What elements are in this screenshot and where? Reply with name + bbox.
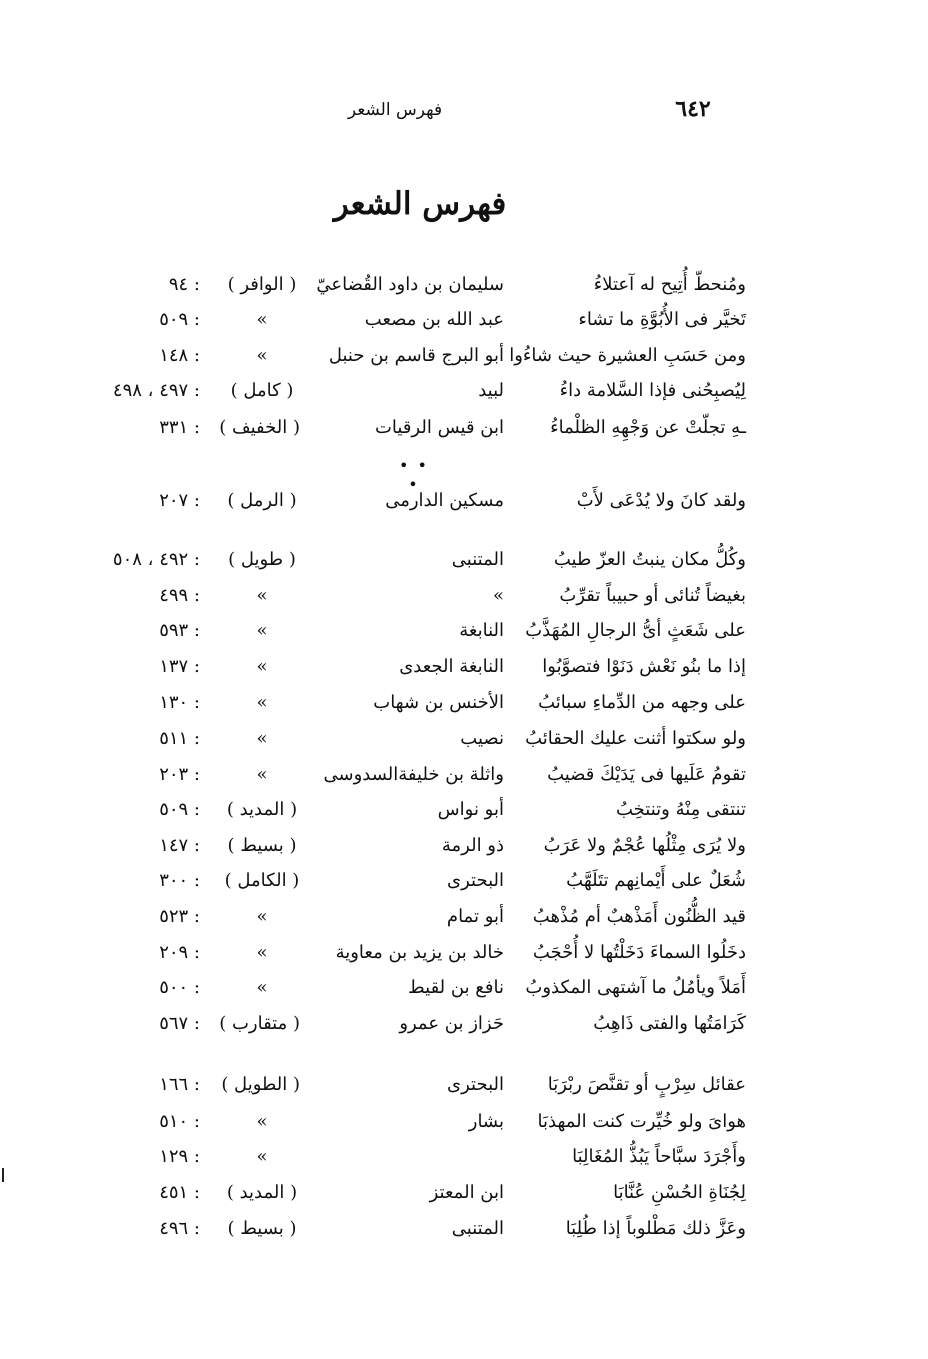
- page-refs: : ١٦٦: [159, 1074, 200, 1095]
- verse-text: وأَجْرَدَ سبَّاحاً يَبُذُّ المُغَالِبَا: [572, 1146, 746, 1167]
- index-row: [0, 1107, 928, 1143]
- running-title: فهرس الشعر: [347, 100, 443, 120]
- index-row: [0, 581, 928, 617]
- verse-text: وكُلُّ مكان ينبتُ العزّ طيبُ: [553, 549, 746, 570]
- verse-text: لِيُصبِحُنى فإذا السَّلامة داءُ: [559, 380, 746, 401]
- index-row: [0, 938, 928, 974]
- index-row: [0, 545, 928, 581]
- verse-text: ولو سكتوا أثنت عليك الحقائبُ: [525, 728, 746, 749]
- section-separator: • • •: [399, 456, 429, 494]
- poet-name: نافع بن لقيط: [408, 977, 504, 998]
- page-refs: : ١٣٠: [159, 692, 200, 713]
- meter-name: »: [256, 585, 268, 606]
- page-refs: : ١٤٨: [159, 345, 200, 366]
- poet-name: أبو البرج قاسم بن حنبل: [328, 345, 504, 366]
- poet-name: عبد الله بن مصعب: [364, 309, 504, 330]
- page-refs: : ٩٤: [168, 274, 200, 295]
- index-row: [0, 341, 928, 377]
- verse-text: تنتقى مِنْهُ وتنتخِبُ: [615, 799, 746, 820]
- page-refs: : ٤٩٦: [159, 1218, 200, 1239]
- meter-name: ( متقارب ): [219, 1013, 300, 1034]
- index-row: [0, 1142, 928, 1178]
- meter-name: »: [256, 309, 268, 330]
- index-row: [0, 413, 928, 449]
- poet-name: سليمان بن داود القُضاعيّ: [316, 274, 504, 295]
- poet-name: ابن قيس الرقيات: [374, 417, 504, 438]
- page-refs: : ٥٠٩: [159, 309, 200, 330]
- verse-text: دخَلُوا السماءَ دَخَلْتُها لا أُحْجَبُ: [532, 942, 746, 963]
- meter-name: »: [256, 345, 268, 366]
- index-row: [0, 1214, 928, 1250]
- index-row: [0, 795, 928, 831]
- verse-text: إذا ما بنُو نَعْش دَنَوْا فتصوَّبُوا: [542, 656, 746, 677]
- page-refs: : ٤٥١: [159, 1182, 200, 1203]
- verse-text: ولقد كانَ ولا يُدْعَى لأَبْ: [576, 490, 746, 511]
- meter-name: »: [256, 977, 268, 998]
- index-row: [0, 486, 928, 522]
- verse-text: تَخيَّر فى الأُبُوَّةِ ما تشاء: [578, 309, 746, 330]
- verse-text: هواىَ ولو خُيِّرت كنت المهذبَا: [537, 1111, 746, 1132]
- index-row: [0, 831, 928, 867]
- poet-name: أبو تمام: [446, 906, 504, 927]
- index-row: [0, 724, 928, 760]
- meter-name: ( الرمل ): [227, 490, 297, 511]
- meter-name: »: [256, 620, 268, 641]
- meter-name: ( بسيط ): [227, 835, 297, 856]
- verse-text: كَرَامَتُها والفتى ذَاهِبُ: [593, 1013, 746, 1034]
- index-row: [0, 866, 928, 902]
- verse-text: عقائل سِرْبٍ أو تقنَّصَ ربْرَبَا: [547, 1074, 746, 1095]
- page-refs: : ٤٩٩: [159, 585, 200, 606]
- poet-name: مسكين الدارمى: [385, 490, 504, 511]
- poet-name: بشار: [468, 1111, 504, 1132]
- poet-name: حَزاز بن عمرو: [399, 1013, 504, 1034]
- poet-name: لبيد: [478, 380, 504, 401]
- meter-name: »: [256, 656, 268, 677]
- verse-text: لِجُنَاةِ الحُسْنِ عُنَّابَا: [613, 1182, 746, 1203]
- meter-name: ( الوافر ): [227, 274, 297, 295]
- page-refs: : ١٣٧: [159, 656, 200, 677]
- index-row: [0, 688, 928, 724]
- meter-name: »: [256, 728, 268, 749]
- poet-name: »: [492, 585, 504, 606]
- page-refs: : ٥٩٣: [159, 620, 200, 641]
- meter-name: ( المديد ): [226, 799, 298, 820]
- poet-name: البحترى: [447, 870, 504, 891]
- poet-name: الأخنس بن شهاب: [373, 692, 504, 713]
- page-refs: : ٥٠٩: [159, 799, 200, 820]
- page-refs: : ٤٩٧ ، ٤٩٨: [112, 380, 200, 401]
- index-row: [0, 270, 928, 306]
- verse-text: على شَعَثٍ أىُّ الرجالِ المُهَذَّبُ: [525, 620, 746, 641]
- meter-name: »: [256, 764, 268, 785]
- index-row: [0, 1009, 928, 1045]
- page-refs: : ١٤٧: [159, 835, 200, 856]
- index-row: [0, 973, 928, 1009]
- meter-name: »: [256, 1111, 268, 1132]
- page-refs: : ٥١٠: [159, 1111, 200, 1132]
- index-row: [0, 902, 928, 938]
- margin-mark: [2, 1168, 4, 1182]
- meter-name: »: [256, 692, 268, 713]
- page-refs: : ١٢٩: [159, 1146, 200, 1167]
- poet-name: البحترى: [447, 1074, 504, 1095]
- poet-name: واثلة بن خليفةالسدوسى: [323, 764, 504, 785]
- page-heading: فهرس الشعر: [333, 186, 507, 222]
- page-refs: : ٣٠٠: [159, 870, 200, 891]
- poet-name: نصيب: [460, 728, 504, 749]
- index-row: [0, 1070, 928, 1106]
- page-refs: : ٢٠٧: [159, 490, 200, 511]
- meter-name: ( بسيط ): [227, 1218, 297, 1239]
- index-row: [0, 760, 928, 796]
- page-refs: : ٢٠٣: [159, 764, 200, 785]
- page-number: ٦٤٢: [675, 96, 711, 122]
- meter-name: »: [256, 906, 268, 927]
- index-row: [0, 652, 928, 688]
- verse-text: أَمَلاً ويأمُلُ ما آشتهى المكذوبُ: [525, 977, 746, 998]
- verse-text: بغيضاً تُنائى أو حبيباً تقرِّبُ: [559, 585, 746, 606]
- poet-name: المتنبى: [451, 549, 504, 570]
- poet-name: ابن المعتز: [429, 1182, 504, 1203]
- poet-name: خالد بن يزيد بن معاوية: [335, 942, 504, 963]
- poet-name: النابغة: [459, 620, 504, 641]
- verse-text: ولا يُرَى مِثْلُها عُجْمٌ ولا عَرَبُ: [543, 835, 746, 856]
- poet-name: النابغة الجعدى: [399, 656, 504, 677]
- index-row: [0, 376, 928, 412]
- index-row: [0, 1178, 928, 1214]
- page-refs: : ٥٦٧: [159, 1013, 200, 1034]
- meter-name: ( المديد ): [226, 1182, 298, 1203]
- poet-name: المتنبى: [451, 1218, 504, 1239]
- verse-text: قيد الظُّنُون أَمَذْهبٌ أم مُذْهبُ: [532, 906, 746, 927]
- page-refs: : ٥٠٠: [159, 977, 200, 998]
- verse-text: ومُنحطّ أُتِيح له آعتلاءُ: [593, 274, 746, 295]
- meter-name: ( الخفيف ): [219, 417, 300, 438]
- page-refs: : ٤٩٢ ، ٥٠٨: [112, 549, 200, 570]
- verse-text: ـهِ تجلّتْ عن وَجْهِهِ الظلْماءُ: [550, 417, 746, 438]
- verse-text: شُعَلٌ على أَيْمانِهم تتَلَهَّبُ: [566, 870, 746, 891]
- meter-name: ( الكامل ): [224, 870, 300, 891]
- verse-text: ومن حَسَبِ العشيرة حيث شاءُوا: [509, 345, 746, 366]
- meter-name: ( طويل ): [228, 549, 296, 570]
- page-refs: : ٢٠٩: [159, 942, 200, 963]
- page-refs: : ٥٢٣: [159, 906, 200, 927]
- meter-name: ( كامل ): [230, 380, 294, 401]
- page-refs: : ٥١١: [159, 728, 200, 749]
- meter-name: »: [256, 1146, 268, 1167]
- verse-text: على وجهه من الدِّماءِ سبائبُ: [538, 692, 746, 713]
- verse-text: تقومُ عَلَيها فى يَدَيْكَ قضيبُ: [547, 764, 746, 785]
- poet-name: أبو نواس: [437, 799, 504, 820]
- page-refs: : ٣٣١: [159, 417, 200, 438]
- poet-name: ذو الرمة: [441, 835, 504, 856]
- index-row: [0, 616, 928, 652]
- verse-text: وعَزَّ ذلك مَطْلوباً إذا طُلِبَا: [565, 1218, 746, 1239]
- meter-name: ( الطويل ): [221, 1074, 300, 1095]
- index-row: [0, 305, 928, 341]
- meter-name: »: [256, 942, 268, 963]
